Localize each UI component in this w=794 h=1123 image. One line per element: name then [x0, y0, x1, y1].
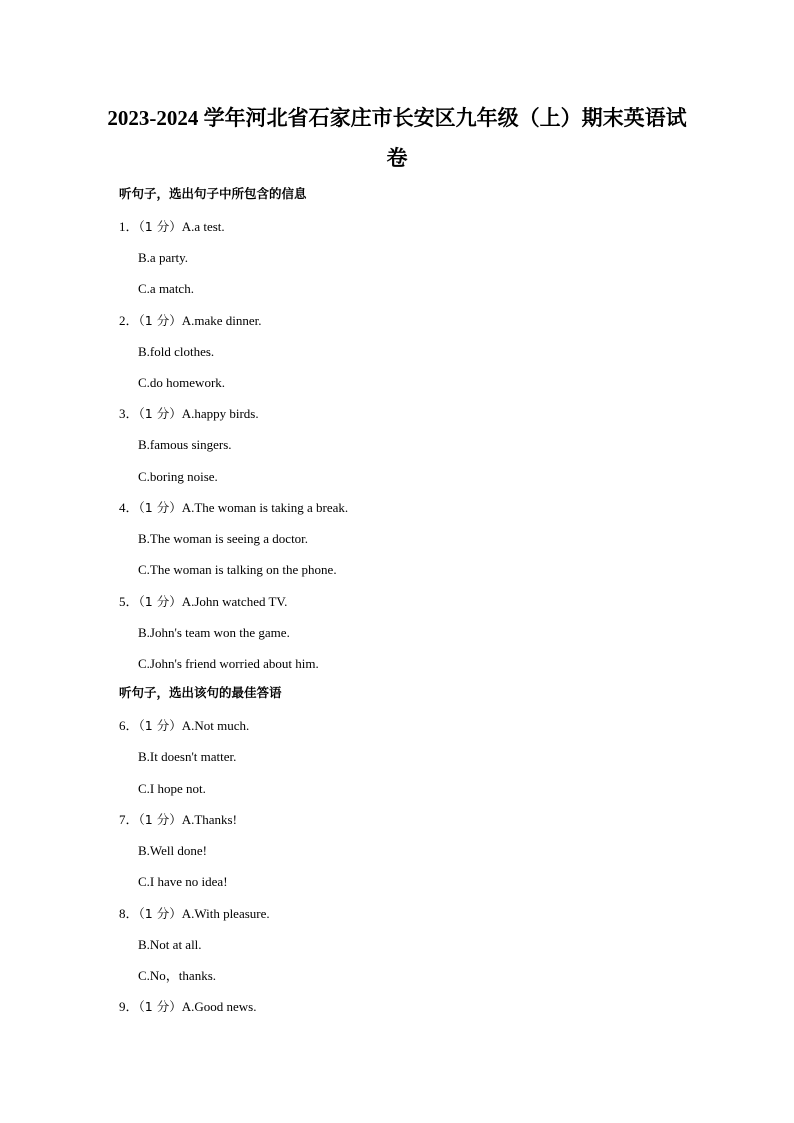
- question-3-option-b: B.famous singers.: [138, 437, 232, 452]
- question-2-option-c: C.do homework.: [138, 375, 226, 390]
- question-number: 8．: [119, 906, 139, 921]
- question-number: 7．: [119, 812, 139, 827]
- question-8: [119, 907, 270, 921]
- question-number: 2．: [119, 313, 139, 328]
- question-5-option-c: C.John's friend worried about him.: [138, 656, 319, 671]
- option-a: A.make dinner.: [181, 313, 262, 328]
- question-6: [119, 719, 249, 733]
- question-8-option-b: B.Not at all.: [138, 937, 202, 952]
- question-2-option-b: B.fold clothes.: [138, 344, 215, 359]
- question-score: （1 分）: [138, 500, 182, 515]
- question-number: 6．: [119, 718, 139, 733]
- document-title-line-1: 2023-2024 学年河北省石家庄市长安区九年级（上）期末英语试: [107, 106, 687, 130]
- question-4-option-c: C.The woman is talking on the phone.: [138, 562, 337, 577]
- question-score: （1 分）: [138, 219, 182, 234]
- question-score: （1 分）: [138, 594, 182, 609]
- question-7-option-c: C.I have no idea!: [138, 874, 228, 889]
- question-number: 1．: [119, 219, 139, 234]
- question-2: [119, 314, 262, 328]
- question-score: （1 分）: [138, 999, 182, 1014]
- question-7: [119, 813, 237, 827]
- question-1: [119, 220, 225, 234]
- question-5: [119, 595, 287, 609]
- section-heading-2: 听句子，选出该句的最佳答语: [119, 685, 282, 700]
- question-1-option-b: B.a party.: [138, 250, 189, 265]
- option-a: A.John watched TV.: [181, 594, 288, 609]
- option-a: A.With pleasure.: [181, 906, 270, 921]
- option-a: A.a test.: [181, 219, 225, 234]
- option-a: A.Thanks!: [181, 812, 237, 827]
- question-4-option-b: B.The woman is seeing a doctor.: [138, 531, 309, 546]
- question-8-option-c: C.No，thanks.: [138, 968, 217, 983]
- question-score: （1 分）: [138, 406, 182, 421]
- question-score: （1 分）: [138, 313, 182, 328]
- question-score: （1 分）: [138, 906, 182, 921]
- question-3-option-c: C.boring noise.: [138, 469, 218, 484]
- question-score: （1 分）: [138, 812, 182, 827]
- question-score: （1 分）: [138, 718, 182, 733]
- question-number: 9．: [119, 999, 139, 1014]
- question-4: [119, 501, 348, 515]
- option-a: A.Good news.: [181, 999, 257, 1014]
- section-heading-1: 听句子，选出句子中所包含的信息: [119, 186, 307, 201]
- question-5-option-b: B.John's team won the game.: [138, 625, 290, 640]
- question-3: [119, 407, 259, 421]
- question-7-option-b: B.Well done!: [138, 843, 207, 858]
- option-a: A.happy birds.: [181, 406, 259, 421]
- question-6-option-c: C.I hope not.: [138, 781, 206, 796]
- option-a: A.The woman is taking a break.: [181, 500, 349, 515]
- question-number: 3．: [119, 406, 139, 421]
- question-9: [119, 1000, 256, 1014]
- option-a: A.Not much.: [181, 718, 250, 733]
- question-number: 5．: [119, 594, 139, 609]
- question-1-option-c: C.a match.: [138, 281, 194, 296]
- question-6-option-b: B.It doesn't matter.: [138, 749, 237, 764]
- document-title-line-2: 卷: [386, 146, 408, 170]
- question-number: 4．: [119, 500, 139, 515]
